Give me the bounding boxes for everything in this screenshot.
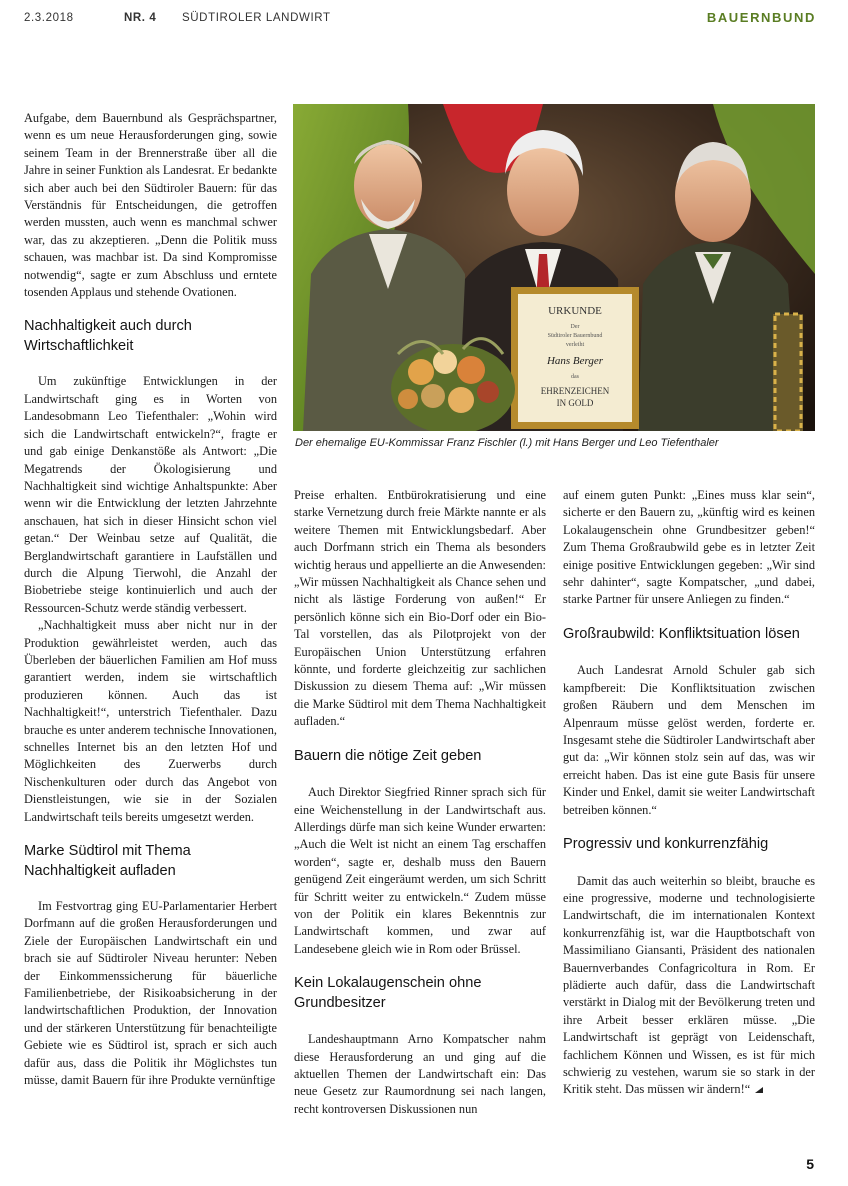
magazine-title: SÜDTIROLER LANDWIRT	[182, 12, 331, 24]
subheading: Großraubwild: Konfliktsituation lösen	[563, 625, 800, 642]
certificate-line: verleiht	[565, 342, 585, 348]
issue-number: NR. 4	[124, 12, 157, 24]
paragraph: Im Festvortrag ging EU-Parlamentarier Herbert Dorfmann auf die großen Herausforderungen und Ziele der Europäischen Landwirtschaft ein und brach sie auf Südtiroler Niveau herunter: Neben der Einkommenssicherung für bäuerliche Familienbetriebe, der Risikoabsicherung in der landwirtschaftlichen Produktion, der Innovation und der stärkeren Unterstützung für benachteiligte Gebiete wie es Südtirol ist, sprach er sich auch dafür aus, dass die Politik ihr Möglichstes tun müsse, damit Bauern für ihre Produkte vernünftige	[24, 899, 277, 1088]
article-photo	[293, 104, 815, 431]
paragraph: Auch Landesrat Arnold Schuler gab sich kampfbereit: Die Konfliktsituation zwischen großen Räubern und dem Menschen im Alpenraum müsse gelöst werden, forderte er. Insgesamt stehe die Südtiroler Landwirtschaft aber gut da: „Wir können stolz sein auf das, was wir erreicht haben. Das ist eine gute Basis für unsere Kinder und Enkel, damit sie weiter Landwirtschaft betreiben können.“	[563, 663, 815, 817]
subheading: Progressiv und konkurrenzfähig	[563, 836, 769, 852]
subheading: Kein Lokalaugenschein ohne Grundbesitzer	[294, 975, 482, 1011]
paragraph: „Nachhaltigkeit muss aber nicht nur in der Produktion gewährleistet werden, auch das Überleben der bäuerlichen Familien am Hof muss garantiert werden, indem sie wirtschaftlich produzieren können. Auch das ist Nachhaltigkeit!“, unterstrich Tiefenthaler. Dazu brauche es unter anderem technische Innovationen, schnelles Internet bis an den letzten Hof und Möglichkeiten des Zuerwerbs durch Nischenkulturen oder durch das Angebot von Dienstleistungen, wie sie in der Sozialen Landwirtschaft teils bereits umgesetzt werden.	[24, 618, 277, 824]
page-header	[24, 10, 816, 28]
certificate-line: URKUNDE	[548, 305, 602, 317]
subheading: Nachhaltigkeit auch durch Wirtschaftlichkeit	[24, 318, 192, 354]
end-of-article-icon	[755, 1087, 763, 1093]
page-number: 5	[806, 1156, 814, 1172]
section-label: BAUERNBUND	[706, 10, 816, 25]
paragraph: auf einem guten Punkt: „Eines muss klar sein“, sicherte er den Bauern zu, „künftig wird es keinen Lokalaugenschein ohne Grundbesitzer geben!“ Zum Thema Großraubwild gebe es in letzter Zeit einige positive Entwicklungen gegeben: „Wir sind sehr dahinter“, sagte Kompatscher, „und dabei, starke Partner für unsere Anliegen zu finden.“	[563, 488, 815, 607]
subheading: Marke Südtirol mit Thema Nachhaltigkeit aufladen	[24, 843, 191, 879]
certificate	[511, 287, 639, 429]
certificate-line: IN GOLD	[556, 398, 594, 408]
certificate-line: Der	[570, 324, 580, 330]
paragraph: Preise erhalten. Entbürokratisierung und eine starke Vernetzung durch freie Märkte nannte er als weitere Themen mit Entwicklungsbedarf. Aber auch Dorfmann strich ein Thema als besonders wichtig heraus und appellierte an die Anwesenden: „Wir müssen Nachhaltigkeit als Chance sehen und nicht als lästige Forderung von außen!“ Er persönlich könne sich ein Bio-Dorf oder ein Bio-Tal vorstellen, das als Pilotprojekt von der Europäischen Union Unterstützung erfahren könnte, und forderte gleichzeitig zur sachlichen Diskussion zu diesem Thema auf: „Wir müssen die Marke Südtirol mit dem Thema Nachhaltigkeit aufladen.“	[294, 488, 546, 729]
article-column-3	[563, 487, 815, 1099]
paragraph-text: Damit das auch weiterhin so bleibt, brauche es eine progressive, moderne und technologisierte Landwirtschaft, die im internationalen Kontext konkurrenzfähig ist, war die Hauptbotschaft von Massimiliano Giansanti, Präsident des nationalen Bauernverbandes Confagricoltura in Rom. Er plädierte auch dafür, dass die Landwirtschaft verstärkt in Dialog mit der Bevölkerung treten und ihre Arbeit besser erklären müsse. „Die Landwirtschaft ist geprägt von Leidenschaft, fachlichem Können und Wissen, es ist für mich schwierig zu vestehen, warum sie so stark in der Kritik steht. Das müssen wir ändern!“	[563, 873, 815, 1097]
award-ceremony-photo	[293, 104, 815, 431]
article-column-1	[24, 110, 277, 1090]
certificate-line: EHRENZEICHEN	[540, 386, 610, 396]
paragraph: Landeshauptmann Arno Kompatscher nahm diese Herausforderung an und ging auf die aktuellen Themen der Landwirtschaft ein: Das neue Gesetz zur Raumordnung sei nach langen, recht kontroversen Diskussionen nun	[294, 1032, 546, 1116]
paragraph: Aufgabe, dem Bauernbund als Gesprächspartner, wenn es um neue Herausforderungen ging, sowie seinem Team in der Brennerstraße über all die Jahre in seiner Funktion als Landesrat. Er bedankte sich aber auch bei den Südtiroler Bauern: für das Verständnis für Entscheidungen, die getroffen werden mussten, auch wenn es manchmal schwer war, das zu akzeptieren. „Denn die Politik muss schauen, was machbar ist. Da sind Kompromisse notwendig“, sagte er zum Abschluss und erntete tosenden Applaus und stehende Ovationen.	[24, 111, 277, 300]
issue-date: 2.3.2018	[24, 12, 74, 24]
certificate-line: Südtiroler Bauernbund	[547, 333, 603, 339]
subheading: Bauern die nötige Zeit geben	[294, 747, 482, 764]
paragraph: Um zukünftige Entwicklungen in der Landwirtschaft ging es in Worten von Landesobmann Leo Tiefenthaler: „Wohin wird sich die Landwirtschaft entwickeln?“, fragte er und gab einige Denkanstöße als Antwort: „Die Megatrends der Ökologisierung und Nachhaltigkeit sind wichtige Anhaltspunkte: Aber wenn wir die Entwicklung der letzten Jahrzehnte anschauen, hat sich in dieser Hinsicht schon viel getan.“ Der Weinbau setze auf Qualität, die Berglandwirtschaft garantiere in Laufställen und durch die Alpung Tierwohl, die Anzahl der Biobetriebe steige kontinuierlich und auch der Ressourcen-Schutz werde ständig verbessert.	[24, 374, 277, 615]
paragraph: Auch Direktor Siegfried Rinner sprach sich für eine Weichenstellung in der Landwirtschaft aus. Allerdings dürfe man sich keine Wunder erwarten: „Auch die Welt ist nicht an einem Tag erschaffen worden“, sagte er, deshalb muss den Bauern genügend Zeit eingeräumt werden, um sich Schritt für Schritt weiter zu entwickeln.“ Zudem müsse von der Politik ein klares Bekenntnis zur Landwirtschaft kommen, und zwar auf Landesebene gleich wie in Rom oder Brüssel.	[294, 785, 546, 956]
paragraph	[563, 873, 815, 1099]
certificate-line: Hans Berger	[546, 355, 604, 367]
certificate-line: das	[571, 374, 579, 380]
photo-caption: Der ehemalige EU-Kommissar Franz Fischler (l.) mit Hans Berger und Leo Tiefenthaler	[295, 437, 719, 449]
article-column-2	[294, 487, 546, 1118]
